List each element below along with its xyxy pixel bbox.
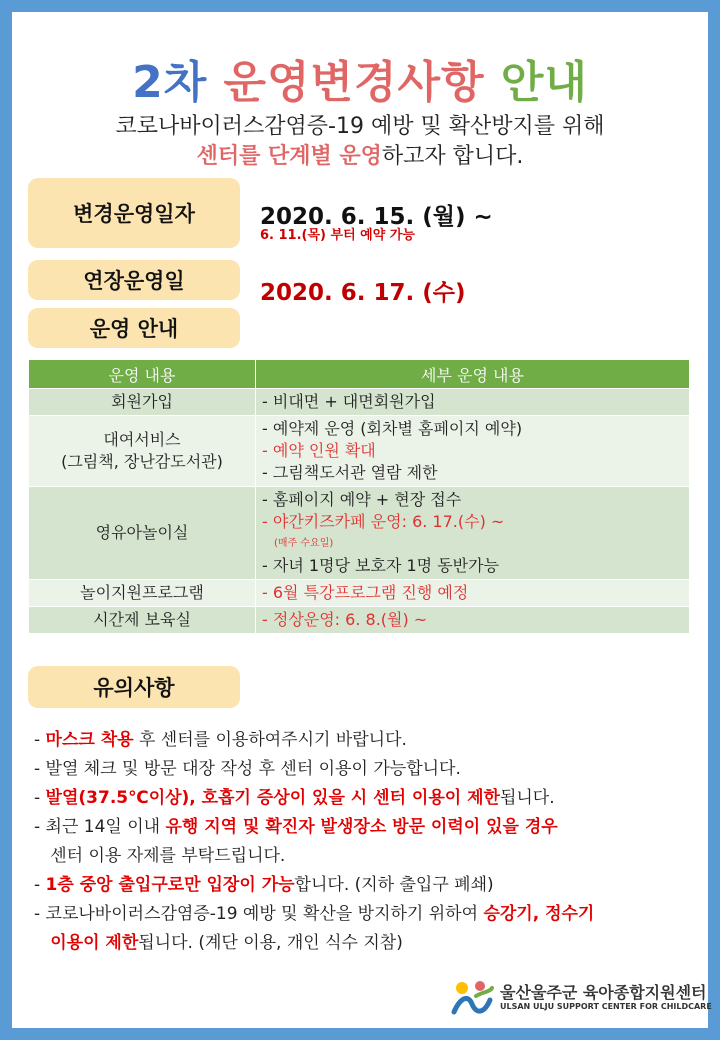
detail-line: (매주 수요일) — [274, 538, 334, 549]
detail-line: - 야간키즈카페 운영: 6. 17.(수) ~ — [262, 512, 505, 531]
row-category-name: 영유아놀이실 — [95, 523, 189, 542]
note-item — [34, 929, 694, 958]
row-category-name: 시간제 보육실 — [93, 610, 191, 629]
table-row — [29, 607, 690, 634]
row-category — [29, 389, 256, 416]
notice-page — [12, 12, 712, 1028]
page-title — [12, 46, 708, 110]
note-highlight: 1층 중앙 출입구로만 입장이 가능 — [45, 875, 295, 895]
note-item — [34, 755, 694, 784]
row-details — [256, 607, 690, 634]
row-category-name: 회원가입 — [111, 392, 173, 411]
note-item — [34, 871, 694, 900]
detail-line: - 홈페이지 예약 + 현장 접수 — [262, 490, 462, 509]
note-text: - 발열 체크 및 방문 대장 작성 후 센터 이용이 가능합니다. — [34, 759, 461, 779]
table-header-detail: 세부 운영 내용 — [256, 360, 690, 389]
note-text: 됩니다. — [499, 788, 555, 808]
row-category — [29, 487, 256, 580]
detail-line: - 자녀 1명당 보호자 1명 동반가능 — [262, 556, 500, 575]
extended-date-label: 연장운영일 — [28, 260, 240, 300]
notes-list — [34, 726, 694, 958]
note-text: - — [34, 875, 46, 895]
table-row — [29, 580, 690, 607]
row-details — [256, 580, 690, 607]
note-item — [34, 842, 694, 871]
table-row — [29, 389, 690, 416]
note-highlight: 승강기, 정수기 — [483, 904, 595, 924]
note-item — [34, 900, 694, 929]
row-category — [29, 580, 256, 607]
operation-heading: 운영 안내 — [28, 308, 240, 348]
row-category — [29, 607, 256, 634]
table-row — [29, 487, 690, 580]
note-text: - 최근 14일 이내 — [34, 817, 166, 837]
title-part-3: 안내 — [500, 57, 588, 108]
row-category-name: 대여서비스 — [103, 430, 181, 449]
detail-line: - 정상운영: 6. 8.(월) ~ — [262, 610, 428, 629]
row-details — [256, 389, 690, 416]
note-text: - 코로나바이러스감염증-19 예방 및 확산을 방지하기 위하여 — [34, 904, 484, 924]
row-category-sub: (그림책, 장난감도서관) — [61, 452, 223, 471]
note-text: - — [34, 788, 46, 808]
detail-line: - 6월 특강프로그램 진행 예정 — [262, 583, 469, 602]
note-highlight: 마스크 착용 — [45, 730, 134, 750]
table-header-content: 운영 내용 — [29, 360, 256, 389]
note-text: 합니다. (지하 출입구 폐쇄) — [294, 875, 494, 895]
change-date-value: 2020. 6. 15. (월) ~ — [260, 204, 493, 230]
center-logo-icon — [450, 978, 496, 1018]
intro-line-2 — [12, 142, 708, 172]
note-item — [34, 813, 694, 842]
note-text: 센터 이용 자제를 부탁드립니다. — [34, 846, 286, 866]
change-date-sub: 6. 11.(목) 부터 예약 가능 — [260, 228, 415, 243]
title-part-1: 2차 — [132, 57, 208, 108]
detail-line: - 예약제 운영 (회차별 홈페이지 예약) — [262, 419, 523, 438]
intro-highlight: 센터를 단계별 운영 — [196, 144, 382, 169]
note-item — [34, 784, 694, 813]
note-text: - — [34, 730, 46, 750]
row-details — [256, 487, 690, 580]
extended-date-value: 2020. 6. 17. (수) — [260, 280, 466, 306]
note-highlight: 발열(37.5℃이상), 호흡기 증상이 있을 시 센터 이용이 제한 — [45, 788, 500, 808]
operation-table — [28, 359, 690, 634]
detail-line: - 예약 인원 확대 — [262, 441, 376, 460]
change-date-label: 변경운영일자 — [28, 178, 240, 248]
table-row — [29, 416, 690, 487]
row-details — [256, 416, 690, 487]
note-highlight: 유행 지역 및 확진자 발생장소 방문 이력이 있을 경우 — [165, 817, 558, 837]
note-text: 됩니다. (계단 이용, 개인 식수 지참) — [138, 933, 403, 953]
note-item — [34, 726, 694, 755]
detail-line: - 비대면 + 대면회원가입 — [262, 392, 436, 411]
center-logo — [450, 978, 712, 1018]
note-text: 후 센터를 이용하여주시기 바랍니다. — [133, 730, 407, 750]
note-text — [34, 933, 50, 953]
detail-line: - 그림책도서관 열람 제한 — [262, 463, 438, 482]
intro-line-2-rest: 하고자 합니다. — [381, 144, 524, 169]
center-name-en: ULSAN ULJU SUPPORT CENTER FOR CHILDCARE — [500, 1002, 712, 1011]
center-name: 울산울주군 육아종합지원센터 — [500, 983, 707, 1002]
intro-text — [12, 112, 708, 172]
notes-heading: 유의사항 — [28, 666, 240, 708]
title-part-2: 운영변경사항 — [223, 57, 485, 108]
row-category — [29, 416, 256, 487]
intro-line-1: 코로나바이러스감염증-19 예방 및 확산방지를 위해 — [115, 114, 605, 139]
note-highlight: 이용이 제한 — [50, 933, 139, 953]
row-category-name: 놀이지원프로그램 — [80, 583, 204, 602]
